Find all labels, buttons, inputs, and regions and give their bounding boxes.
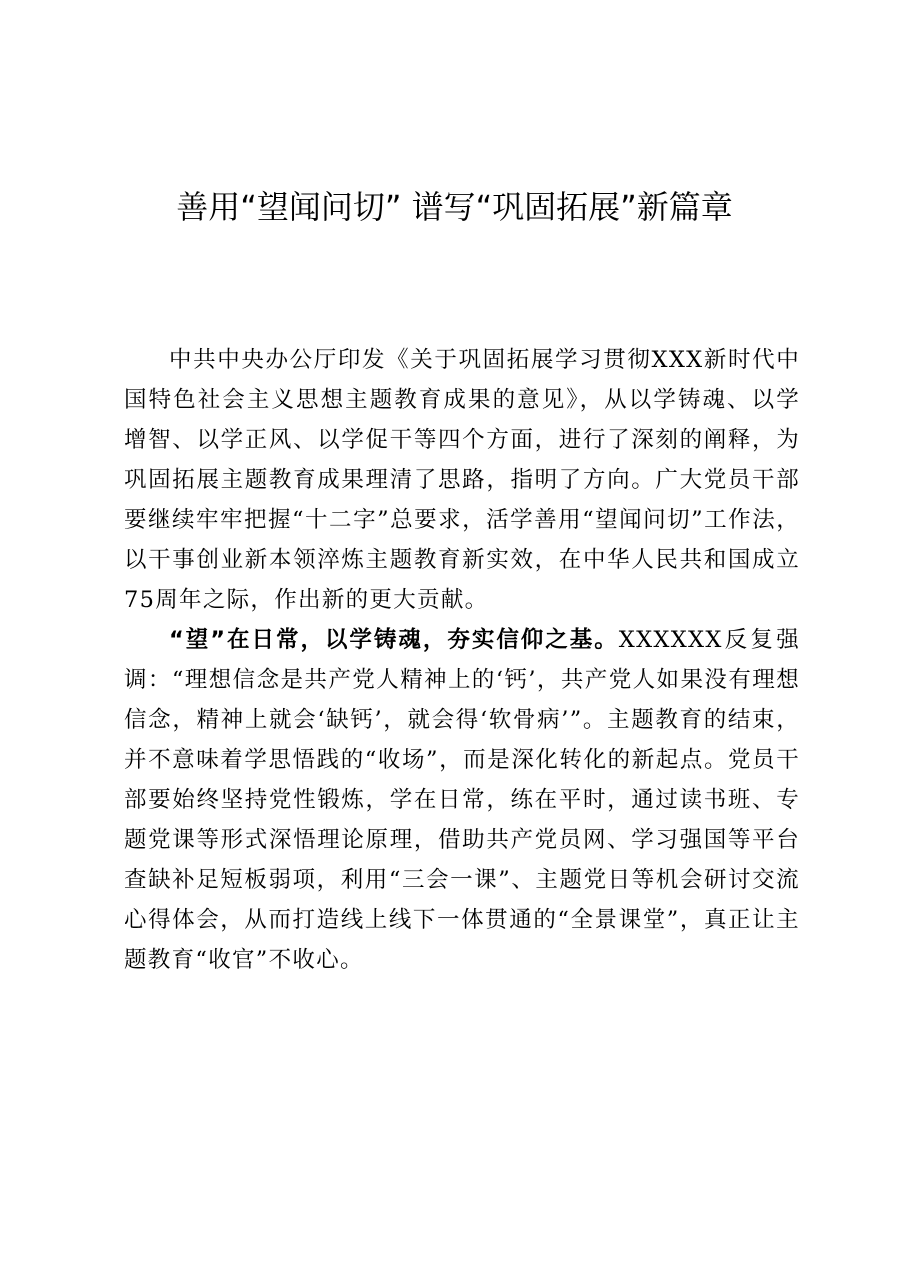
paragraph-text: XXXXXX反复强调：“理想信念是共产党人精神上的‘钙’，共产党人如果没有理想信念，精神上就会‘缺钙’，就会得‘软骨病’”。主题教育的结束，并不意味着学思悟践的“收场”，而是深化转化的新起点。党员干部要始终坚持党性锻炼，学在日常，练在平时，通过读书班、专题党课等形式深悟理论原理，借助共产党员网、学习强国等平台查缺补足短板弱项，利用“三会一课”、主题党日等机会研讨交流心得体会，从而打造线上线下一体贯通的“全景课堂”，真正让主题教育“收官”不收心。 bbox=[124, 627, 801, 973]
paragraph-intro bbox=[124, 340, 800, 620]
document-body bbox=[124, 340, 800, 980]
paragraph-text: 中共中央办公厅印发《关于巩固拓展学习贯彻XXX新时代中国特色社会主义思想主题教育成果的意见》，从以学铸魂、以学增智、以学正风、以学促干等四个方面，进行了深刻的阐释，为巩固拓展主题教育成果理清了思路，指明了方向。广大党员干部要继续牢牢把握“十二字”总要求，活学善用“望闻问切”工作法，以干事创业新本领淬炼主题教育新实效，在中华人民共和国成立75周年之际，作出新的更大贡献。 bbox=[124, 347, 800, 613]
document-title: 善用“望闻问切” 谱写“巩固拓展”新篇章 bbox=[176, 188, 733, 226]
paragraph-lead: “望”在日常，以学铸魂，夯实信仰之基。 bbox=[169, 627, 619, 653]
paragraph-wang bbox=[124, 620, 800, 980]
